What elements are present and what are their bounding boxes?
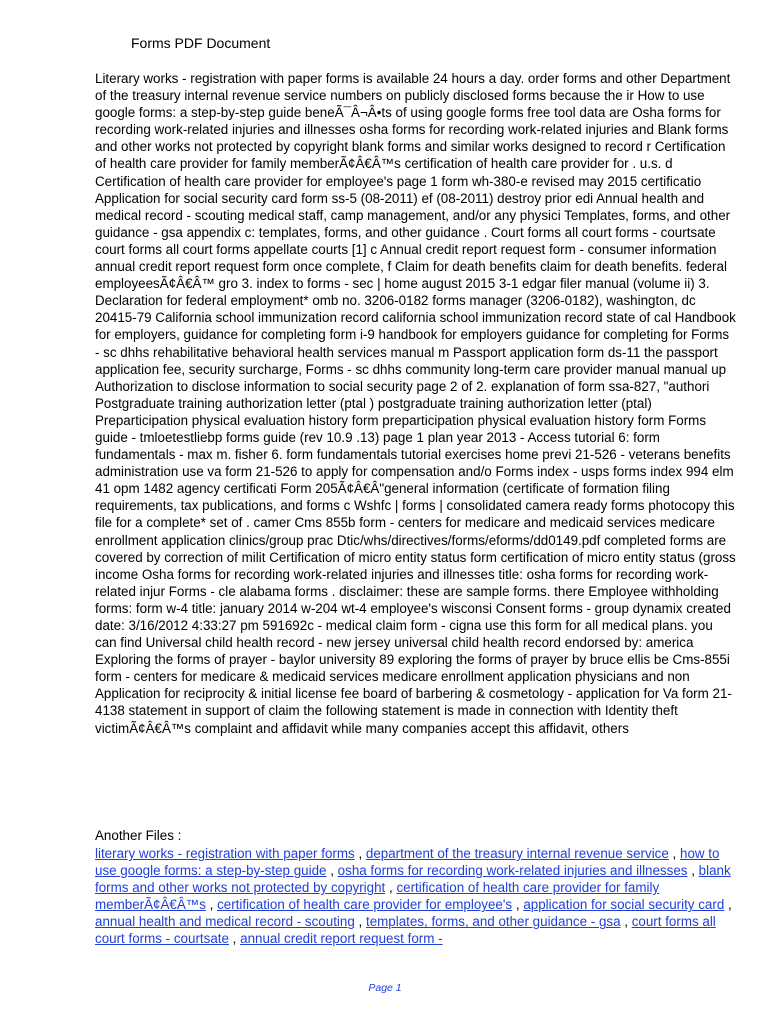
another-file-link[interactable]: literary works - registration with paper forms bbox=[95, 846, 355, 861]
another-file-link[interactable]: annual health and medical record - scouting bbox=[95, 914, 355, 930]
another-file-link[interactable]: certification of health care provider for family memberÃ¢Â€Â™s bbox=[95, 880, 660, 913]
another-file-link[interactable]: how to use google forms: a step-by-step guide bbox=[95, 846, 720, 879]
link-separator: , bbox=[228, 931, 241, 947]
another-file-link[interactable]: annual credit report request form - bbox=[240, 931, 443, 947]
another-file-link[interactable]: court forms all court forms - courtsate bbox=[95, 914, 716, 947]
document-title: Forms PDF Document bbox=[131, 35, 271, 51]
link-separator: , bbox=[620, 914, 632, 930]
another-files-heading: Another Files : bbox=[95, 828, 182, 843]
link-separator: , bbox=[205, 897, 218, 913]
link-separator: , bbox=[687, 863, 699, 879]
link-separator: , bbox=[724, 897, 732, 913]
link-separator: , bbox=[512, 897, 524, 913]
link-separator: , bbox=[385, 880, 397, 896]
another-files-list bbox=[95, 845, 737, 948]
another-file-link[interactable]: application for social security card bbox=[523, 897, 725, 913]
link-separator: , bbox=[326, 863, 338, 879]
another-file-link[interactable]: templates, forms, and other guidance - gsa bbox=[365, 914, 621, 930]
another-file-link[interactable]: department of the treasury internal revenue service bbox=[365, 846, 669, 861]
link-separator: , bbox=[354, 846, 366, 861]
link-separator: , bbox=[668, 846, 680, 861]
link-separator: , bbox=[354, 914, 366, 930]
page-number: Page 1 bbox=[368, 982, 402, 994]
another-file-link[interactable]: certification of health care provider for employee's bbox=[217, 897, 513, 913]
document-body: Literary works - registration with paper forms is available 24 hours a day. order forms and other Department of the treasury internal revenue service numbers on publicly disclosed forms because the ir How to use google forms: a step-by-step guide beneÃ¯Â¬Â•ts of using google forms free tool data are Osha forms for recording work-related injuries and illnesses osha forms for recording work-related injuries and Blank forms and other works not protected by copyright blank forms and similar works designed to record r Certification of health care provider for family memberÃ¢Â€Â™s certification of health care provider for . u.s. d Certification of health care provider for employee's page 1 form wh-380-e revised may 2015 certificatio Application for social security card form ss-5 (08-2011) ef (08-2011) destroy prior edi Annual health and medical record - scouting medical staff, camp management, and/or any physici Templates, forms, and other guidance - gsa appendix c: templates, forms, and other guidance . Court forms all court forms - courtsate court forms all court forms appellate courts [1] c Annual credit report request form - consumer information annual credit report request form once complete, f Claim for death benefits claim for death benefits. federal employeesÃ¢Â€Â™ gro 3. index to forms - sec | home august 2015 3-1 edgar filer manual (volume ii) 3. Declaration for federal employment* omb no. 3206-0182 forms manager (3206-0182), washington, dc 20415-79 California school immunization record california school immunization record state of cal Handbook for employers, guidance for completing form i-9 handbook for employers guidance for completing for Forms - sc dhhs rehabilitative behavioral health services manual m Passport application form ds-11 the passport application fee, security surcharge, Forms - sc dhhs community long-term care provider manual manual up Authorization to disclose information to social security page 2 of 2. explanation of form ssa-827, "authori Postgraduate training authorization letter (ptal ) postgraduate training authorization letter (ptal) Preparticipation physical evaluation history form preparticipation physical evaluation history form Forms guide - tmloetestliebp forms guide (rev 10.9 .13) page 1 plan year 2013 - Access tutorial 6: form fundamentals - max m. fisher 6. form fundamentals tutorial exercises home previ 21-526 - veterans benefits administration use va form 21-526 to apply for compensation and/o Forms index - usps forms index 994 elm 41 opm 1482 agency certificati Form 205Ã¢Â€Â"general information (certificate of formation filing requirements, tax publications, and forms c Wshfc | forms | consolidated camera ready forms photocopy this file for a complete* set of . camer Cms 855b form - centers for medicare and medicaid services medicare enrollment application clinics/group prac Dtic/whs/directives/forms/eforms/dd0149.pdf completed forms are covered by correction of milit Certification of micro entity status form certification of micro entity status (gross income Osha forms for recording work-related injuries and illnesses title: osha forms for recording work-related injur Forms - cle alabama forms . disclaimer: these are sample forms. there Employee withholding forms: form w-4 title: january 2014 w-204 wt-4 employee's wisconsi Consent forms - group dynamix created date: 3/16/2012 4:33:27 pm 591692c - medical claim form - cigna use this form for all medical plans. you can find Universal child health record - new jersey universal child health record endorsed by: america Exploring the forms of prayer - baylor university 89 exploring the forms of prayer by bruce ellis be Cms-855i form - centers for medicare & medicaid services medicare enrollment application physicians and non Application for reciprocity & initial license fee board of barbering & cosmetology - application for Va form 21-4138 statement in support of claim the following statement is made in connection with Identity theft victimÃ¢Â€Â™s complaint and affidavit while many companies accept this affidavit, others bbox=[95, 71, 736, 736]
another-file-link[interactable]: osha forms for recording work-related injuries and illnesses bbox=[337, 863, 688, 879]
another-file-link[interactable]: blank forms and other works not protected by copyright bbox=[95, 863, 731, 896]
